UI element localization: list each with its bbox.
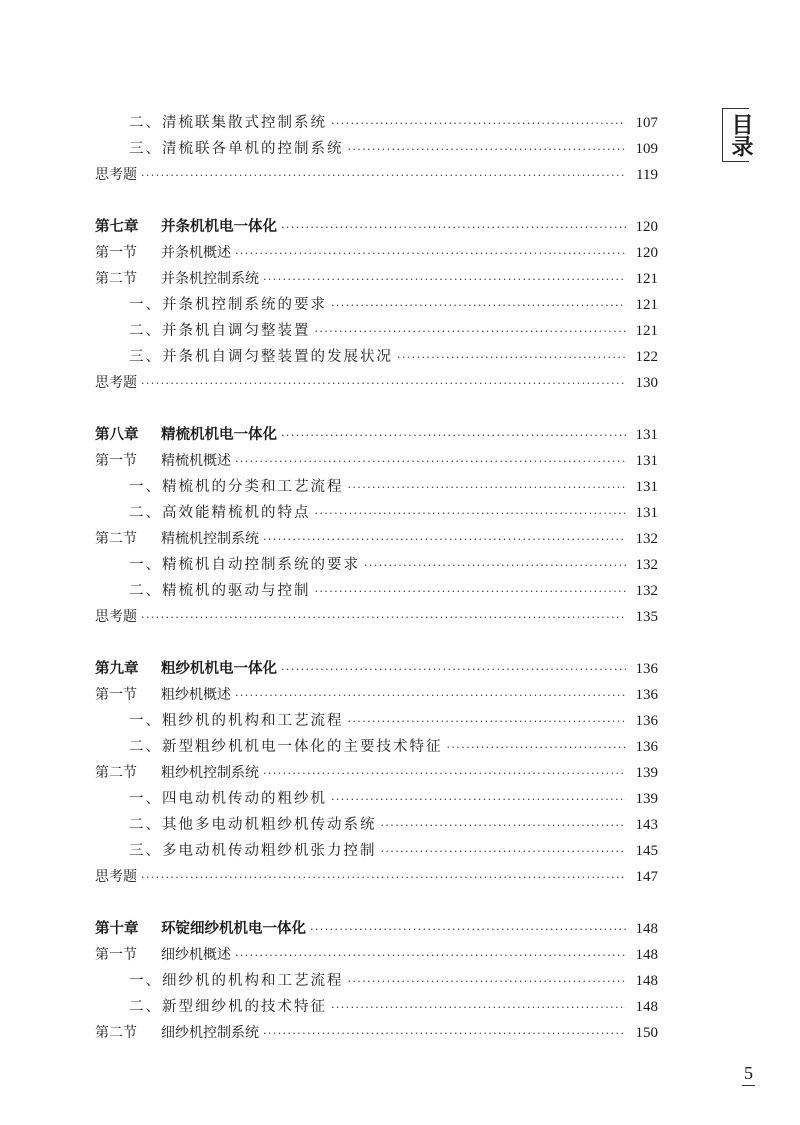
toc-entry-text: 并条机概述 [161,245,231,261]
toc-chapter-row[interactable] [95,916,658,942]
toc-entry-title [129,136,344,162]
toc-entry-title [95,422,277,448]
dot-leader [331,111,626,137]
dot-leader [141,371,626,397]
toc-chapter-row[interactable] [95,214,658,240]
toc-page-number: 120 [635,245,658,261]
toc-entry-text: 二、精梳机的驱动与控制 [129,583,311,599]
toc-item-row[interactable] [95,708,658,734]
dot-leader [263,527,626,553]
toc-page-number: 107 [635,115,658,131]
toc-item-row[interactable] [95,136,658,162]
dot-leader [235,241,626,267]
toc-entry-title [95,240,231,266]
toc-entry-title [129,474,344,500]
toc-entry-title [129,968,344,994]
toc-entry-title [95,604,137,630]
toc-page-number: 148 [635,973,658,989]
toc-entry-text: 细纱机概述 [161,947,231,963]
toc-section-row[interactable] [95,864,658,890]
toc-entry-number: 第一节 [95,947,137,963]
dot-leader [348,709,627,735]
dot-leader [397,345,626,371]
toc-page-number: 136 [635,739,658,755]
page-number: 5 [742,1063,755,1086]
toc-page-number: 109 [635,141,658,157]
toc-page-number: 132 [635,531,658,547]
dot-leader [263,267,626,293]
toc-entry-title [129,500,311,526]
toc-entry-title [95,526,259,552]
dot-leader [235,449,626,475]
toc-entry-text: 并条机机电一体化 [161,219,277,235]
toc-page-number: 135 [635,609,658,625]
dot-leader [447,735,627,761]
toc-page-number: 130 [635,375,658,391]
toc-entry-title [95,1020,259,1046]
toc-entry-number: 第十章 [95,921,139,937]
dot-leader [364,553,626,579]
toc-page-number: 131 [635,427,658,443]
toc-entry-number: 第九章 [95,661,139,677]
toc-entry-title [129,552,360,578]
toc-section-row[interactable] [95,942,658,968]
toc-entry-number: 第八章 [95,427,139,443]
dot-leader [281,423,626,449]
toc-entry-text: 三、多电动机传动粗纱机张力控制 [129,843,377,859]
toc-entry-text: 二、清梳联集散式控制系统 [129,115,327,131]
tab-rule-bottom [723,161,749,162]
toc-entry-number: 第二节 [95,765,137,781]
toc-entry-text: 思考题 [95,609,137,625]
toc-page-number: 148 [635,947,658,963]
toc-entry-title [129,838,377,864]
toc-entry-title [95,656,277,682]
toc-page-number: 122 [635,349,658,365]
dot-leader [281,215,626,241]
toc-item-row[interactable] [95,344,658,370]
dot-leader [315,579,627,605]
toc-entry-number: 第一节 [95,687,137,703]
dot-leader [315,501,627,527]
toc-section-row[interactable] [95,526,658,552]
toc-section-row[interactable] [95,604,658,630]
toc-entry-title [95,864,137,890]
dot-leader [381,839,627,865]
toc-entry-title [129,344,393,370]
toc-entry-number: 第二节 [95,1025,137,1041]
toc-section-row[interactable] [95,760,658,786]
toc-entry-text: 三、并条机自调匀整装置的发展状况 [129,349,393,365]
toc-section-row[interactable] [95,448,658,474]
toc-entry-text: 二、新型粗纱机机电一体化的主要技术特征 [129,739,443,755]
toc-entry-title [95,916,306,942]
toc-section-row[interactable] [95,266,658,292]
dot-leader [331,293,626,319]
toc-entry-title [95,162,137,188]
toc-entry-text: 精梳机概述 [161,453,231,469]
dot-leader [315,319,627,345]
toc-entry-title [129,734,443,760]
toc-entry-title [95,682,231,708]
dot-leader [263,761,626,787]
toc-item-row[interactable] [95,110,658,136]
toc-entry-title [129,812,377,838]
toc-page-number: 136 [635,713,658,729]
toc-entry-text: 精梳机控制系统 [161,531,259,547]
toc-page-number: 131 [635,479,658,495]
toc-page-number: 121 [635,323,658,339]
toc-entry-title [95,942,231,968]
dot-leader [381,813,627,839]
toc-entry-text: 思考题 [95,869,137,885]
dot-leader [263,1021,626,1047]
toc-page-number: 139 [635,791,658,807]
toc-section-row[interactable] [95,1020,658,1046]
toc-item-row[interactable] [95,786,658,812]
contents-tab-label: 目录 [728,113,753,157]
toc-section-row[interactable] [95,162,658,188]
toc-entry-number: 第二节 [95,531,137,547]
dot-leader [141,865,626,891]
toc-section-row[interactable] [95,240,658,266]
toc-item-row[interactable] [95,552,658,578]
toc-page-number: 136 [635,661,658,677]
toc-entry-title [129,318,311,344]
toc-item-row[interactable] [95,500,658,526]
toc-entry-title [129,994,327,1020]
toc-entry-text: 粗纱机机电一体化 [161,661,277,677]
toc-entry-title [129,708,344,734]
toc-entry-text: 粗纱机概述 [161,687,231,703]
toc-entry-title [129,786,327,812]
toc-entry-text: 二、并条机自调匀整装置 [129,323,311,339]
toc-item-row[interactable] [95,994,658,1020]
dot-leader [331,995,626,1021]
toc-entry-text: 三、清梳联各单机的控制系统 [129,141,344,157]
toc-entry-title [95,370,137,396]
toc-entry-number: 第二节 [95,271,137,287]
toc-item-row[interactable] [95,578,658,604]
toc-item-row[interactable] [95,838,658,864]
toc-entry-title [95,214,277,240]
toc-entry-title [129,110,327,136]
toc-entry-text: 一、粗纱机的机构和工艺流程 [129,713,344,729]
dot-leader [348,475,627,501]
toc-item-row[interactable] [95,318,658,344]
toc-item-row[interactable] [95,734,658,760]
toc-entry-title [129,292,327,318]
dot-leader [235,683,626,709]
toc-page-number: 143 [635,817,658,833]
toc-page-number: 150 [635,1025,658,1041]
dot-leader [331,787,626,813]
toc-item-row[interactable] [95,812,658,838]
toc-chapter-row[interactable] [95,422,658,448]
toc-page-number: 132 [635,557,658,573]
toc-entry-text: 一、四电动机传动的粗纱机 [129,791,327,807]
dot-leader [141,163,626,189]
toc-page-number: 148 [635,999,658,1015]
toc-entry-number: 第一节 [95,245,137,261]
toc-entry-text: 二、其他多电动机粗纱机传动系统 [129,817,377,833]
toc-entry-text: 环锭细纱机机电一体化 [161,921,306,937]
toc-page-number: 121 [635,297,658,313]
dot-leader [310,917,626,943]
toc-entry-title [95,448,231,474]
toc-entry-text: 精梳机机电一体化 [161,427,277,443]
toc-page-number: 119 [636,167,658,183]
toc-chapter-row[interactable] [95,656,658,682]
dot-leader [235,943,626,969]
contents-side-tab [722,108,753,162]
toc-page-number: 139 [635,765,658,781]
toc-entry-title [95,266,259,292]
toc-entry-title [129,578,311,604]
toc-item-row[interactable] [95,292,658,318]
toc-entry-text: 并条机控制系统 [161,271,259,287]
toc-page-number: 147 [635,869,658,885]
toc-entry-text: 思考题 [95,167,137,183]
toc-page-number: 136 [635,687,658,703]
dot-leader [348,969,627,995]
toc-page-number: 121 [635,271,658,287]
toc-item-row[interactable] [95,968,658,994]
toc-entry-text: 二、新型细纱机的技术特征 [129,999,327,1015]
table-of-contents [95,110,658,1046]
toc-page-number: 131 [635,505,658,521]
toc-page-number: 132 [635,583,658,599]
toc-entry-text: 一、并条机控制系统的要求 [129,297,327,313]
toc-entry-title [95,760,259,786]
dot-leader [141,605,626,631]
toc-section-row[interactable] [95,370,658,396]
dot-leader [348,137,627,163]
toc-entry-number: 第七章 [95,219,139,235]
toc-entry-text: 一、精梳机的分类和工艺流程 [129,479,344,495]
toc-entry-text: 细纱机控制系统 [161,1025,259,1041]
toc-page-number: 148 [635,921,658,937]
toc-item-row[interactable] [95,474,658,500]
dot-leader [281,657,626,683]
toc-page-number: 120 [635,219,658,235]
toc-entry-text: 一、精梳机自动控制系统的要求 [129,557,360,573]
toc-entry-text: 一、细纱机的机构和工艺流程 [129,973,344,989]
toc-page-number: 145 [635,843,658,859]
toc-entry-number: 第一节 [95,453,137,469]
toc-page-number: 131 [635,453,658,469]
toc-section-row[interactable] [95,682,658,708]
toc-entry-text: 二、高效能精梳机的特点 [129,505,311,521]
toc-entry-text: 思考题 [95,375,137,391]
toc-entry-text: 粗纱机控制系统 [161,765,259,781]
